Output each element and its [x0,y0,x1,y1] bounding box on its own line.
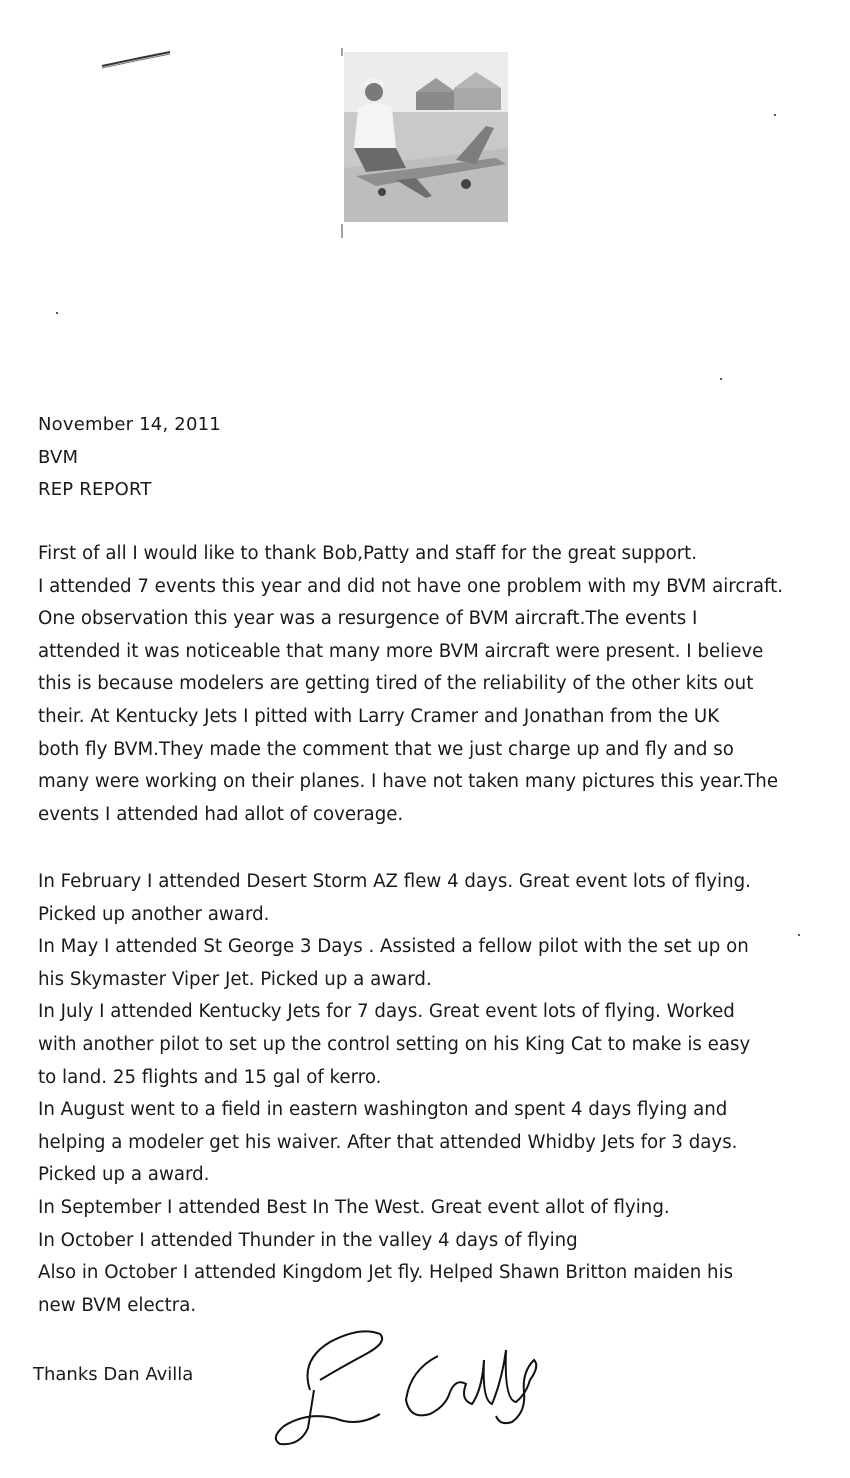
paragraph-line: Also in October I attended Kingdom Jet fly. Helped Shawn Britton maiden his [38,1262,734,1284]
report-title: REP REPORT [38,479,152,500]
scan-speck [774,114,776,116]
paragraph-line: I attended 7 events this year and did not have one problem with my BVM aircraft. [38,575,783,597]
paragraph-line: events I attended had allot of coverage. [38,803,404,825]
paragraph-line: Picked up a award. [38,1164,210,1186]
paragraph-line: with another pilot to set up the control setting on his King Cat to make is easy [38,1033,751,1055]
scan-speck [798,934,800,936]
letter-date: November 14, 2011 [38,414,221,435]
closing-signoff: Thanks Dan Avilla [33,1364,194,1385]
paragraph-line: In August went to a field in eastern washington and spent 4 days flying and [38,1099,728,1121]
paragraph-line: In September I attended Best In The West. Great event allot of flying. [38,1196,670,1218]
paragraph-line: helping a modeler get his waiver. After that attended Whidby Jets for 3 days. [38,1131,738,1153]
intro-paragraph [38,538,838,831]
paragraph-line: many were working on their planes. I have not taken many pictures this year.The [38,771,779,793]
paragraph-line: to land. 25 flights and 15 gal of kerro. [38,1066,382,1088]
paragraph-line: both fly BVM.They made the comment that we just charge up and fly and so [38,738,734,760]
pen-mark [100,48,174,72]
paragraph-line: attended it was noticeable that many more BVM aircraft were present. I believe [38,640,764,662]
paragraph-line: Picked up another award. [38,903,270,925]
paragraph-line: their. At Kentucky Jets I pitted with Larry Cramer and Jonathan from the UK [38,705,720,727]
company-name: BVM [38,447,79,468]
paragraph-line: One observation this year was a resurgence of BVM aircraft.The events I [38,608,698,630]
paragraph-line: First of all I would like to thank Bob,Patty and staff for the great support. [38,543,698,564]
paragraph-line: this is because modelers are getting tired of the reliability of the other kits out [38,673,754,695]
handwritten-signature [270,1320,560,1450]
paragraph-line: In October I attended Thunder in the valley 4 days of flying [38,1229,578,1251]
paragraph-line: In February I attended Desert Storm AZ flew 4 days. Great event lots of flying. [38,871,751,892]
paragraph-line: In July I attended Kentucky Jets for 7 days. Great event lots of flying. Worked [38,1001,735,1023]
paragraph-line: In May I attended St George 3 Days . Assisted a fellow pilot with the set up on [38,936,749,958]
paragraph-line: new BVM electra. [38,1294,197,1316]
paragraph-line: his Skymaster Viper Jet. Picked up a award. [38,968,432,990]
pilot-photo [336,48,516,238]
scan-speck [56,312,58,314]
events-paragraph [38,866,838,1322]
scan-speck [720,378,722,380]
